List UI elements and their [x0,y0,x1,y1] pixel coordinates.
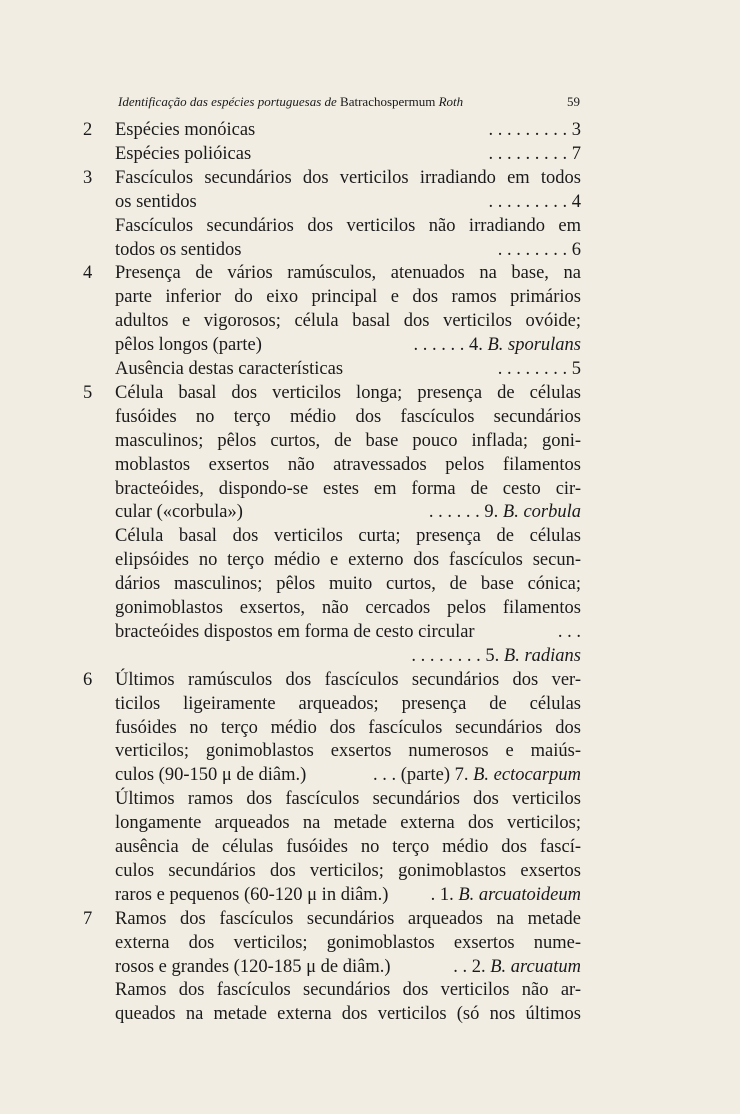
key-line [115,859,581,883]
key-line-text: dários masculinos; pêlos muito curtos, de base cónica; [115,574,581,595]
key-line-lead: . . . . . . . . . 4 [488,191,581,212]
species-name: B. arcuatum [490,956,581,977]
running-title: Identificação das espécies portuguesas de Batrachospermum Roth [118,94,464,109]
running-header [118,94,580,114]
species-name: B. corbula [502,502,581,523]
species-name: B. sporulans [487,335,581,356]
key-line [115,811,581,835]
key-line-text: os sentidos [115,191,197,212]
key-line [115,620,581,644]
key-line-text: fusóides no terço médio dos fascículos secundários dos [115,717,581,738]
key-line-text: longamente arqueados na metade externa dos verticilos; [115,813,581,834]
key-line-lead: . . . (parte) 7. B. ectocarpum [372,765,581,786]
key-line [115,261,581,285]
key-line-text: pêlos longos (parte) [115,335,262,356]
key-line [115,596,581,620]
page-number: 59 [567,94,580,109]
key-line [115,477,581,501]
couplet-number: 4 [83,263,93,284]
key-line-text: culos secundários dos verticilos; gonimoblastos exsertos [115,860,581,881]
key-line-text: Fascículos secundários dos verticilos não irradiando em [115,215,581,236]
key-line-text: verticilos; gonimoblastos exsertos numerosos e maiús- [115,741,581,762]
key-line-text: bracteóides dispostos em forma de cesto circular [115,621,475,642]
key-line [115,883,581,907]
key-line-text: Espécies polióicas [115,143,252,164]
couplet-number: 7 [83,908,93,929]
species-name: B. arcuatoideum [458,884,581,905]
key-line [115,309,581,333]
key-line [115,357,581,381]
key-line-text: raros e pequenos (60-120 μ in diâm.) [115,884,389,905]
key-line [115,644,581,668]
key-line-text: Célula basal dos verticilos longa; presença de células [115,382,581,403]
key-line-lead: . . . . . . . . 5. B. radians [411,645,581,666]
key-line [115,931,581,955]
key-line [115,907,581,931]
key-line-lead: . . 2. B. arcuatum [453,956,581,977]
couplet-number: 3 [83,167,93,188]
key-line-text: fusóides no terço médio dos fascículos secundários [115,406,581,427]
key-line-text: Ramos dos fascículos secundários dos verticilos não ar- [115,980,581,1001]
couplet-number: 6 [83,669,93,690]
key-line-text: parte inferior do eixo principal e dos ramos primários [115,287,581,308]
key-line-text: Célula basal dos verticilos curta; presença de células [115,526,581,547]
key-line [115,1002,581,1026]
genus-name: Batrachospermum [340,94,436,109]
key-line-text: externa dos verticilos; gonimoblastos exsertos nume- [115,932,581,953]
key-line-text: Ausência destas características [115,359,344,379]
key-line [115,214,581,238]
key-line [115,453,581,477]
key-line [115,572,581,596]
key-line-text: cular («corbula») [115,502,243,523]
species-name: B. ectocarpum [473,765,581,786]
key-line [115,524,581,548]
key-line-text: ticilos ligeiramente arqueados; presença de células [115,693,581,714]
species-name: B. radians [503,645,581,666]
key-line-text: Últimos ramos dos fascículos secundários dos verticilos [115,789,581,810]
key-line-lead: . . . . . . . . 6 [497,239,581,260]
key-line-text: queados na metade externa dos verticilos (só nos últimos [115,1004,581,1025]
key-line-text: rosos e grandes (120-185 μ de diâm.) [115,956,391,977]
key-line-text: Últimos ramúsculos dos fascículos secundários dos ver- [115,669,581,690]
couplet-number: 5 [83,382,93,403]
key-line [115,333,581,357]
key-line-text: Ramos dos fascículos secundários arqueados na metade [115,908,581,929]
author-name: Roth [438,94,464,109]
key-line-lead: . . . . . . 9. B. corbula [428,502,581,523]
key-line [115,190,581,214]
key-line [115,118,581,142]
key-line [115,955,581,979]
key-line [115,739,581,763]
key-line-lead: . . . . . . . . 5 [497,359,581,379]
key-line [115,285,581,309]
key-line-text: bracteóides, dispondo-se estes em forma de cesto cir- [115,478,581,499]
key-line-text: moblastos exsertos não atravessados pelos filamentos [115,454,581,475]
key-line-lead: . . . . . . 4. B. sporulans [413,335,581,356]
key-line [115,835,581,859]
key-line-text: culos (90-150 μ de diâm.) [115,765,307,786]
key-line-text: Fascículos secundários dos verticilos irradiando em todos [115,167,581,188]
key-line [115,668,581,692]
key-line-text: ausência de células fusóides no terço médio dos fascí- [115,837,581,857]
key-line [115,787,581,811]
key-line [115,142,581,166]
key-line [115,429,581,453]
key-line [115,405,581,429]
couplet-number: 2 [83,120,93,140]
key-line-lead: . 1. B. arcuatoideum [430,884,581,905]
key-line-text: masculinos; pêlos curtos, de base pouco inflada; goni- [115,430,581,451]
key-line-text: gonimoblastos exsertos, não cercados pelos filamentos [115,598,581,618]
key-line-lead: . . . . . . . . . 3 [488,120,581,140]
key-line [115,978,581,1002]
key-line-lead: . . . [557,621,581,642]
key-line [115,548,581,572]
key-line-lead: . . . . . . . . . 7 [488,143,581,164]
key-line [115,763,581,787]
key-line [115,166,581,190]
key-line-text: elipsóides no terço médio e externo dos fascículos secun- [115,550,581,571]
key-line-text: todos os sentidos [115,239,242,260]
key-line [115,716,581,740]
key-line-text: Espécies monóicas [115,120,256,140]
key-line-text: Presença de vários ramúsculos, atenuados na base, na [115,263,581,284]
key-line [115,692,581,716]
key-line [115,238,581,262]
key-line-text: adultos e vigorosos; célula basal dos verticilos ovóide; [115,311,581,332]
key-line [115,381,581,405]
key-line [115,500,581,524]
